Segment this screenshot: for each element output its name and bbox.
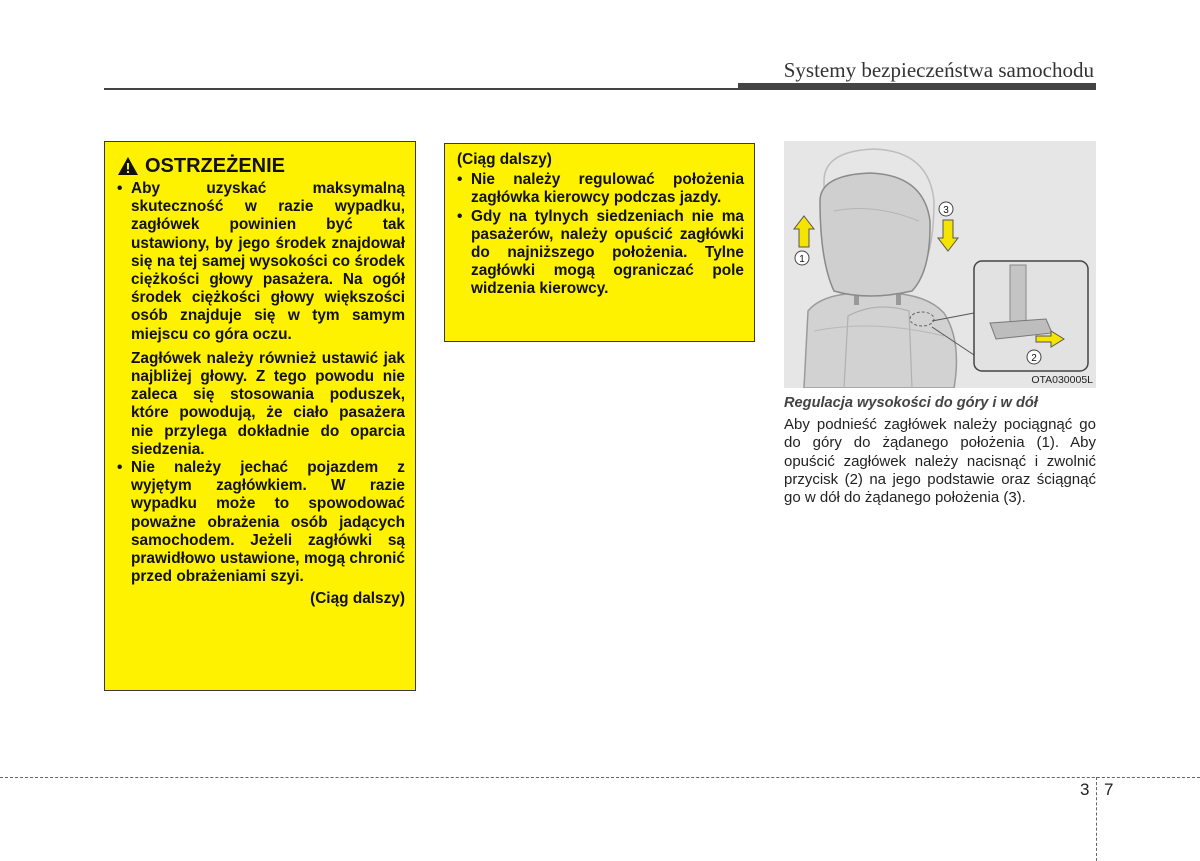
warning-heading bbox=[117, 156, 405, 176]
headrest-seat-drawing bbox=[784, 141, 1096, 388]
figure-code: OTA030005L bbox=[1031, 374, 1093, 386]
figure-caption: Regulacja wysokości do góry i w dół bbox=[784, 395, 1038, 411]
instruction-text: Aby podnieść zagłówek należy pociągnąć go do góry do żądanego położenia (1). Aby opuścić zagłówek należy nacisnąć i zwolnić przycisk (2) na jego podstawie oraz ściągnąć go w dół do żądanego położenia (3). bbox=[784, 416, 1096, 507]
chapter-number: 3 bbox=[1080, 780, 1090, 799]
continued-label: (Ciąg dalszy) bbox=[457, 151, 552, 168]
warning-bullet: • Nie należy jechać pojazdem z wyjętym zagłówkiem. W razie wypadku może to spowodować poważne obrażenia osób jadących samochodem. Jeżeli zagłówki są prawidłowo ustawione, mogą chronić przed obrażeniami szyi. bbox=[117, 459, 405, 586]
section-title: Systemy bezpieczeństwa samochodu bbox=[783, 58, 1094, 82]
warning-bullet: • Aby uzyskać maksymalną skuteczność w razie wypadku, zagłówek powinien być tak ustawiony, by jego środek znajdował się na tej samej wysokości co środek ciężkości głowy pasażera. Na ogół środek ciężkości głowy większości osób znajduje się w tym samym miejscu co góra oczu. bbox=[117, 180, 405, 343]
warning-bullet-text: Nie należy jechać pojazdem z wyjętym zagłówkiem. W razie wypadku może to spowodować poważne obrażenia osób jadących samochodem. Jeżeli zagłówki są prawidłowo ustawione, mogą chronić przed obrażeniami szyi. bbox=[131, 459, 405, 586]
warning-box-main bbox=[104, 141, 416, 691]
footer-divider bbox=[1096, 777, 1097, 861]
warning-title: OSTRZEŻENIE bbox=[145, 154, 286, 177]
warning-box-continued bbox=[444, 143, 755, 342]
headrest-illustration bbox=[784, 141, 1096, 388]
warning-triangle-icon bbox=[117, 156, 139, 176]
callout-1: 1 bbox=[799, 254, 805, 265]
warning-bullet: • Gdy na tylnych siedzeniach nie ma pasażerów, należy opuścić zagłówki do najniższego położenia. Tylne zagłówki mogą ograniczać pole widzenia kierowcy. bbox=[457, 207, 744, 298]
header-rule-accent bbox=[738, 83, 1096, 90]
warning-bullet-text: Gdy na tylnych siedzeniach nie ma pasażerów, należy opuścić zagłówki do najniższego położenia. Tylne zagłówki mogą ograniczać pole widzenia kierowcy. bbox=[471, 207, 744, 298]
callout-3: 3 bbox=[943, 205, 949, 216]
warning-paragraph: Zagłówek należy również ustawić jak najbliżej głowy. Z tego powodu nie zaleca się stosowania poduszek, które powodują, że ciało pasażera nie przylega dokładnie do oparcia siedzenia. bbox=[131, 349, 405, 458]
warning-bullet-text: Aby uzyskać maksymalną skuteczność w razie wypadku, zagłówek powinien być tak ustawiony, by jego środek znajdował się na tej samej wysokości co środek ciężkości głowy pasażera. Na ogół środek ciężkości głowy większości osób znajduje się w tym samym miejscu co góra oczu. bbox=[131, 180, 405, 343]
warning-bullet-text: Nie należy regulować położenia zagłówka kierowcy podczas jazdy. bbox=[471, 171, 744, 207]
warning-bullet: • Nie należy regulować położenia zagłówka kierowcy podczas jazdy. bbox=[457, 171, 744, 207]
continued-label: (Ciąg dalszy) bbox=[310, 590, 405, 608]
page-number: 7 bbox=[1104, 780, 1114, 799]
callout-2: 2 bbox=[1031, 353, 1037, 364]
footer-rule bbox=[0, 777, 1200, 778]
